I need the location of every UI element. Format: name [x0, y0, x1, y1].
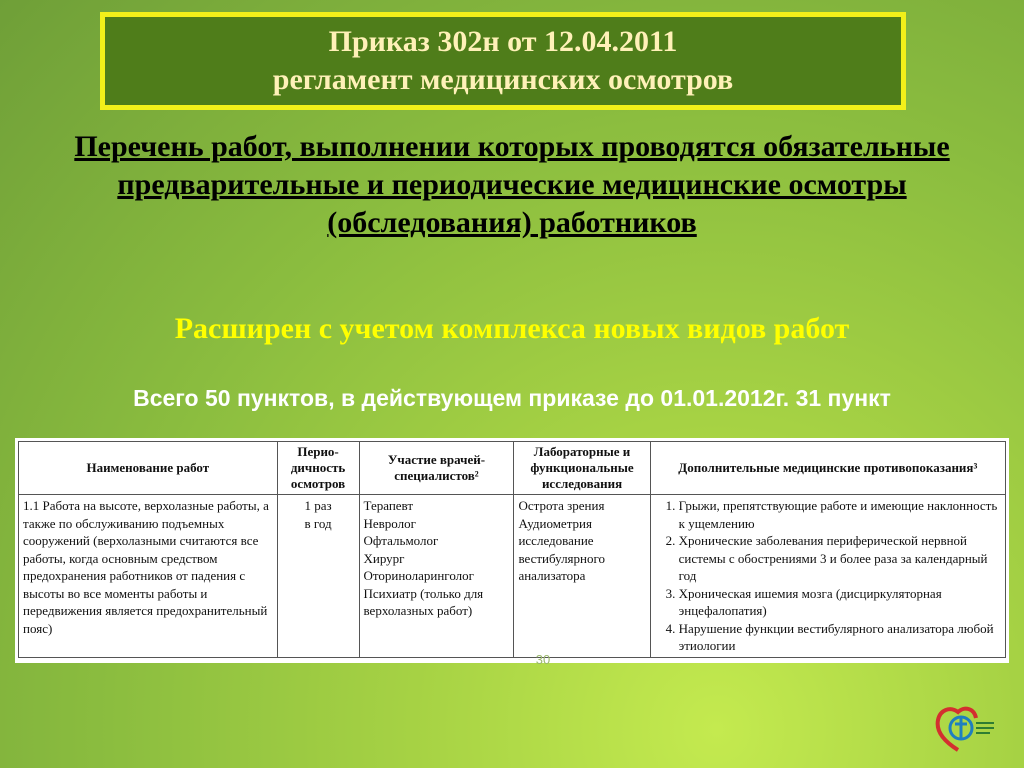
expanded-text: Расширен с учетом комплекса новых видов работ	[174, 312, 850, 345]
works-table-image	[15, 438, 1009, 663]
doctor-item: Невролог	[363, 515, 416, 531]
logo-text-line-icon	[976, 727, 994, 729]
cell-periodicity	[277, 495, 359, 658]
doctor-item: Оториноларинголог	[363, 568, 474, 583]
medical-center-logo-icon	[934, 700, 996, 756]
logo-text-line-icon	[976, 732, 990, 734]
periodicity-line-2: в год	[304, 515, 332, 531]
page-heading	[0, 128, 1024, 242]
logo-heart-icon	[938, 709, 976, 750]
heading-line-2: предварительные и периодические медицинские осмотры	[117, 168, 907, 201]
contraindications-list	[655, 497, 1001, 655]
lab-item: Аудиометрия исследование вестибулярного анализатора	[518, 515, 605, 583]
title-line-1: Приказ 302н от 12.04.2011	[328, 25, 678, 58]
table-header-row	[19, 442, 1006, 495]
contraindication-item: 4. Нарушение функции вестибулярного анализатора любой этиологии	[679, 620, 1001, 655]
header-doctors: Участие врачей-специалистов²	[359, 442, 514, 495]
header-periodicity: Перио- дичность осмотров	[277, 442, 359, 495]
title-box	[100, 12, 906, 110]
contraindication-item: 1. Грыжи, препятствующие работе и имеющие наклонность к ущемлению	[679, 497, 1001, 532]
cell-doctors	[359, 495, 514, 658]
page-number: 30	[535, 652, 551, 667]
cell-contraindications	[650, 495, 1005, 658]
logo-cross-icon	[955, 718, 967, 738]
doctor-item: Хирург	[363, 550, 405, 566]
works-table	[18, 441, 1006, 658]
header-lab: Лабораторные и функциональные исследования	[514, 442, 650, 495]
heading-line-1: Перечень работ, выполнении которых проводятся обязательные	[74, 130, 950, 163]
lab-item: Острота зрения	[518, 498, 605, 513]
doctor-item: Терапевт	[363, 498, 414, 513]
contraindication-item: 3. Хроническая ишемия мозга (дисциркуляторная энцефалопатия)	[679, 585, 1001, 620]
header-name: Наименование работ	[19, 442, 278, 495]
doctor-item: Психиатр (только для верхолазных работ)	[363, 585, 484, 618]
contraindication-item: 2. Хронические заболевания периферической нервной системы с обострениями 3 и более раза за календарный год	[679, 532, 1001, 585]
doctor-item: Офтальмолог	[363, 533, 439, 548]
cell-work-name: 1.1 Работа на высоте, верхолазные работы, а также по обслуживанию подъемных сооружений (верхолазными считаются все работы, когда основным средством предохранения работников от падения с высоты во все моменты работы и передвижения является предохранительный пояс)	[19, 495, 278, 658]
periodicity-line-1: 1 раз	[304, 498, 332, 513]
title-line-2: регламент медицинских осмотров	[272, 63, 734, 96]
table-row	[19, 495, 1006, 658]
logo-text-line-icon	[976, 722, 994, 724]
header-contraindications: Дополнительные медицинские противопоказания³	[650, 442, 1005, 495]
total-text: Всего 50 пунктов, в действующем приказе до 01.01.2012г. 31 пункт	[133, 385, 891, 411]
heading-line-3: (обследования) работников	[327, 206, 697, 239]
cell-lab	[514, 495, 650, 658]
